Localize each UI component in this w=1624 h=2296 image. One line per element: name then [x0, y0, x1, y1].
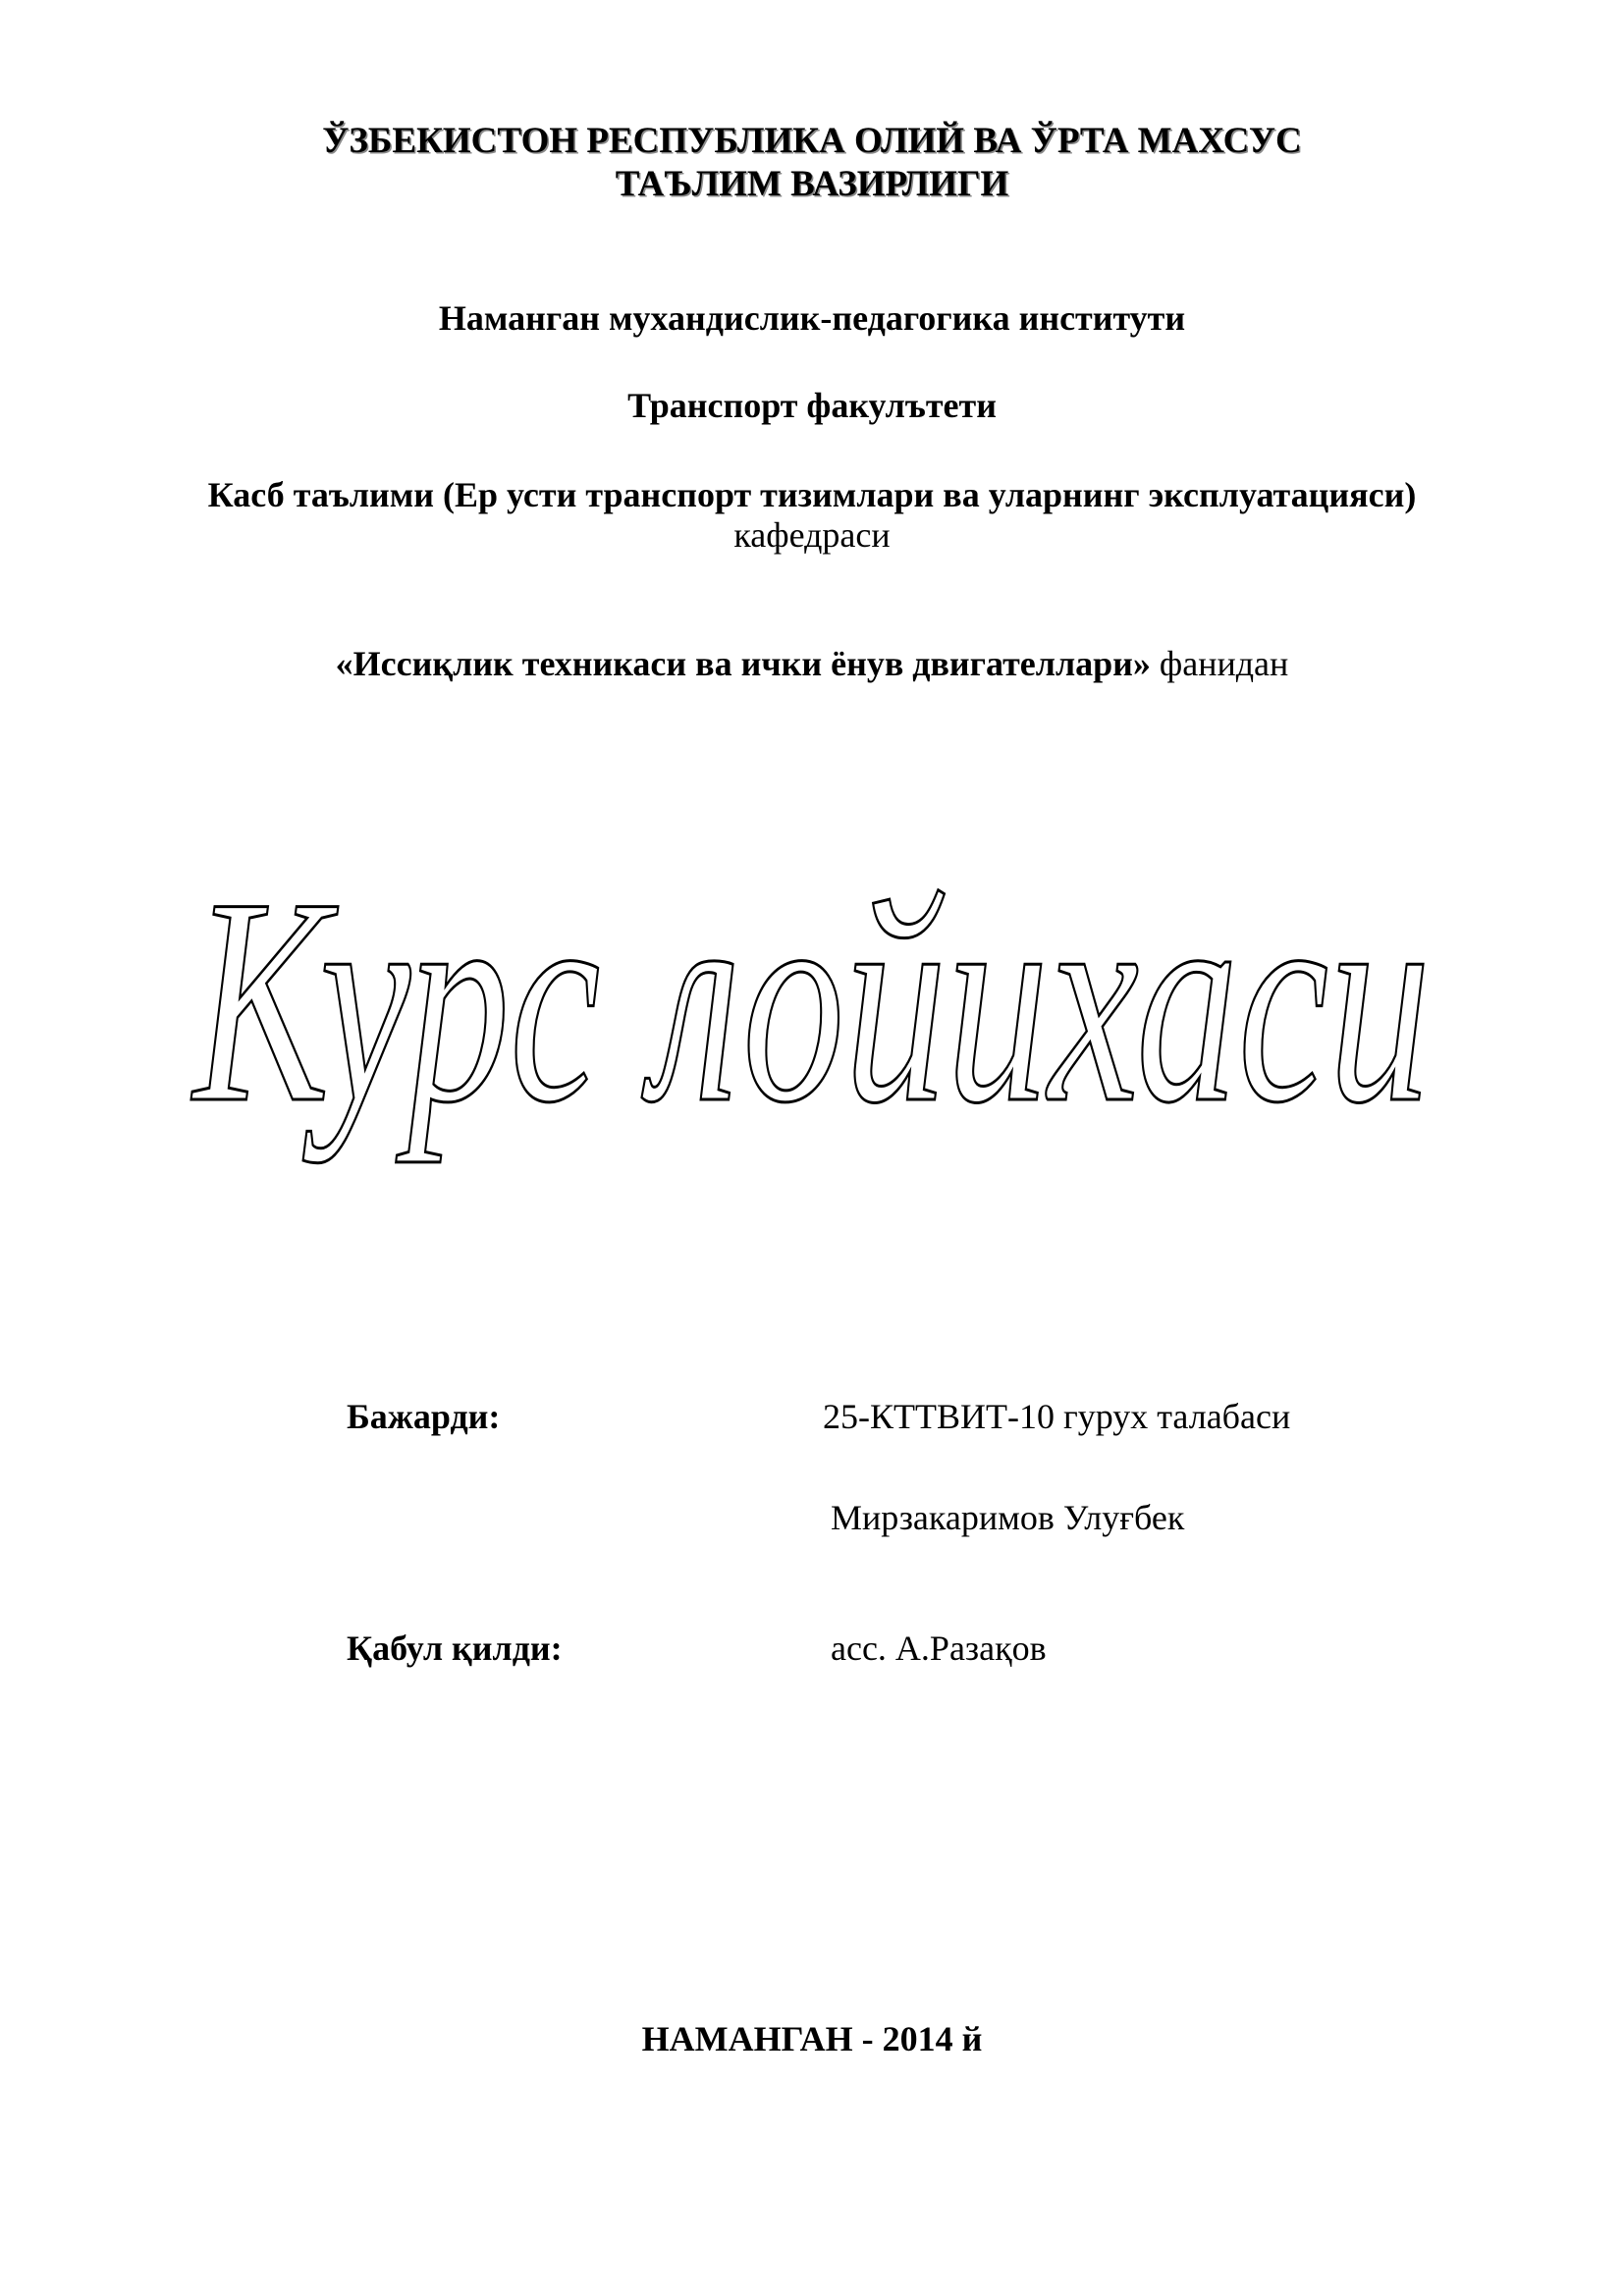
department-suffix: кафедраси — [733, 515, 891, 555]
faculty-name: Транспорт факулътети — [627, 386, 997, 425]
footer-city-year: НАМАНГАН - 2014 й — [641, 2019, 983, 2058]
department-name: Касб таълими (Ер усти транспорт тизимлари ва уларнинг эксплуатацияси) — [207, 475, 1417, 514]
subject-suffix: фанидан — [1159, 644, 1289, 683]
ministry-title-line1: ЎЗБЕКИСТОН РЕСПУБЛИКА ОЛИЙ ВА ЎРТА МАХСУС — [322, 121, 1302, 161]
document-title-wordart — [0, 844, 1624, 1256]
subject-line — [0, 643, 1624, 684]
accepted-by-name: асс. А.Разақов — [831, 1629, 1047, 1668]
document-title: Курс лойихаси — [189, 844, 1431, 1163]
performed-by-group: 25-КТТВИТ-10 гурух талабаси — [823, 1397, 1291, 1436]
institute-name: Наманган мухандислик-педагогика институти — [438, 298, 1186, 338]
performed-by-name: Мирзакаримов Улуғбек — [831, 1498, 1185, 1537]
ministry-title-line2: ТАЪЛИМ ВАЗИРЛИГИ — [615, 164, 1009, 204]
performed-by-label: Бажарди: — [347, 1397, 501, 1436]
subject-name: «Иссиқлик техникаси ва ички ёнув двигателлари» — [335, 644, 1151, 683]
accepted-by-label: Қабул қилди: — [347, 1629, 563, 1668]
